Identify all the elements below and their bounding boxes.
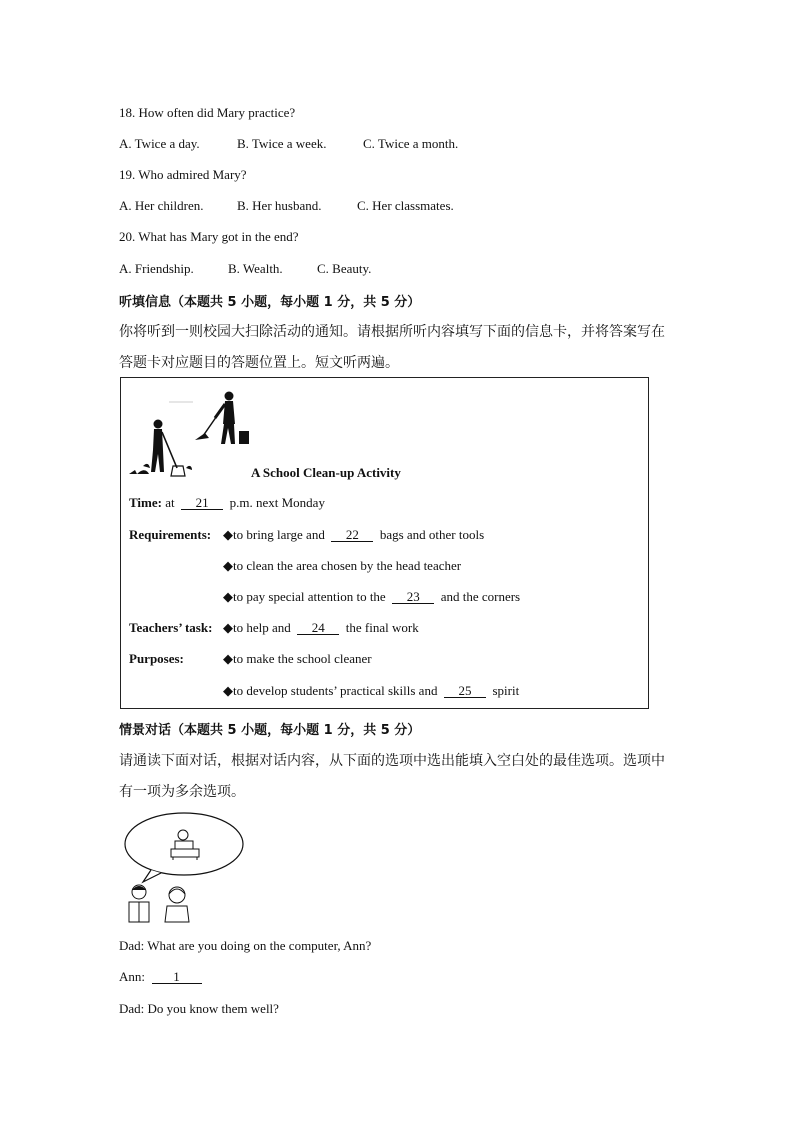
- requirement-1-suffix: bags and other tools: [379, 527, 485, 542]
- dad-and-ann-illustration: [121, 810, 247, 926]
- answer-blank-1: 1: [152, 970, 202, 984]
- purposes-row: [129, 651, 372, 667]
- teachers-task-label: Teachers’ task:: [129, 620, 213, 635]
- purpose-2-suffix: spirit: [492, 683, 520, 698]
- time-label: Time:: [129, 495, 162, 510]
- section-instruction: 答题卡对应题目的答题位置上。短文听两遍。: [119, 355, 399, 371]
- time-prefix: at: [165, 495, 175, 510]
- dialog-line-ann: [119, 969, 202, 985]
- requirement-3-row: [223, 589, 520, 605]
- teachers-task: ◆to help and: [223, 620, 291, 635]
- question-20-options: [119, 261, 371, 277]
- question-19: 19. Who admired Mary?: [119, 167, 247, 182]
- purposes-label: Purposes:: [129, 651, 184, 666]
- option-b: B. Wealth.: [228, 261, 283, 276]
- answer-blank-23: 23: [392, 590, 434, 604]
- requirement-1: ◆to bring large and: [223, 527, 325, 542]
- section-instruction: 有一项为多余选项。: [119, 784, 245, 800]
- answer-blank-25: 25: [444, 684, 486, 698]
- option-c: C. Twice a month.: [363, 136, 459, 151]
- dialog-line-dad: Dad: What are you doing on the computer, Ann?: [119, 938, 372, 953]
- requirement-2: ◆to clean the area chosen by the head teacher: [223, 558, 462, 573]
- teachers-task-suffix: the final work: [345, 620, 419, 635]
- requirement-3-suffix: and the corners: [440, 589, 521, 604]
- section-heading-dialog: 情景对话（本题共 5 小题，每小题 1 分，共 5 分）: [119, 723, 421, 738]
- question-18: 18. How often did Mary practice?: [119, 105, 296, 120]
- option-a: A. Twice a day.: [119, 136, 200, 151]
- purpose-2-row: [223, 683, 519, 699]
- option-a: A. Her children.: [119, 198, 204, 213]
- option-c: C. Beauty.: [317, 261, 372, 276]
- time-suffix: p.m. next Monday: [229, 495, 325, 510]
- question-18-options: [119, 136, 458, 152]
- requirement-3: ◆to pay special attention to the: [223, 589, 386, 604]
- question-19-options: [119, 198, 454, 214]
- requirements-label: Requirements:: [129, 527, 212, 542]
- section-instruction: 请通读下面对话，根据对话内容，从下面的选项中选出能填入空白处的最佳选项。选项中: [119, 753, 665, 769]
- option-c: C. Her classmates.: [357, 198, 454, 213]
- info-card: [120, 377, 649, 709]
- teachers-task-row: [129, 620, 419, 636]
- option-a: A. Friendship.: [119, 261, 194, 276]
- speaker-ann: Ann:: [119, 969, 145, 984]
- requirements-row: [129, 527, 484, 543]
- section-instruction: 你将听到一则校园大扫除活动的通知。请根据所听内容填写下面的信息卡，并将答案写在: [119, 324, 665, 340]
- option-b: B. Twice a week.: [237, 136, 327, 151]
- cleaning-people-illustration: [129, 388, 259, 478]
- card-title: A School Clean-up Activity: [251, 465, 401, 480]
- answer-blank-24: 24: [297, 621, 339, 635]
- answer-blank-21: 21: [181, 496, 223, 510]
- time-row: [129, 495, 325, 511]
- dialog-line-dad-2: Dad: Do you know them well?: [119, 1001, 279, 1016]
- option-b: B. Her husband.: [237, 198, 322, 213]
- answer-blank-22: 22: [331, 528, 373, 542]
- question-20: 20. What has Mary got in the end?: [119, 229, 299, 244]
- purpose-1: ◆to make the school cleaner: [223, 651, 372, 666]
- section-heading-listen: 听填信息（本题共 5 小题，每小题 1 分，共 5 分）: [119, 295, 421, 310]
- purpose-2: ◆to develop students’ practical skills and: [223, 683, 438, 698]
